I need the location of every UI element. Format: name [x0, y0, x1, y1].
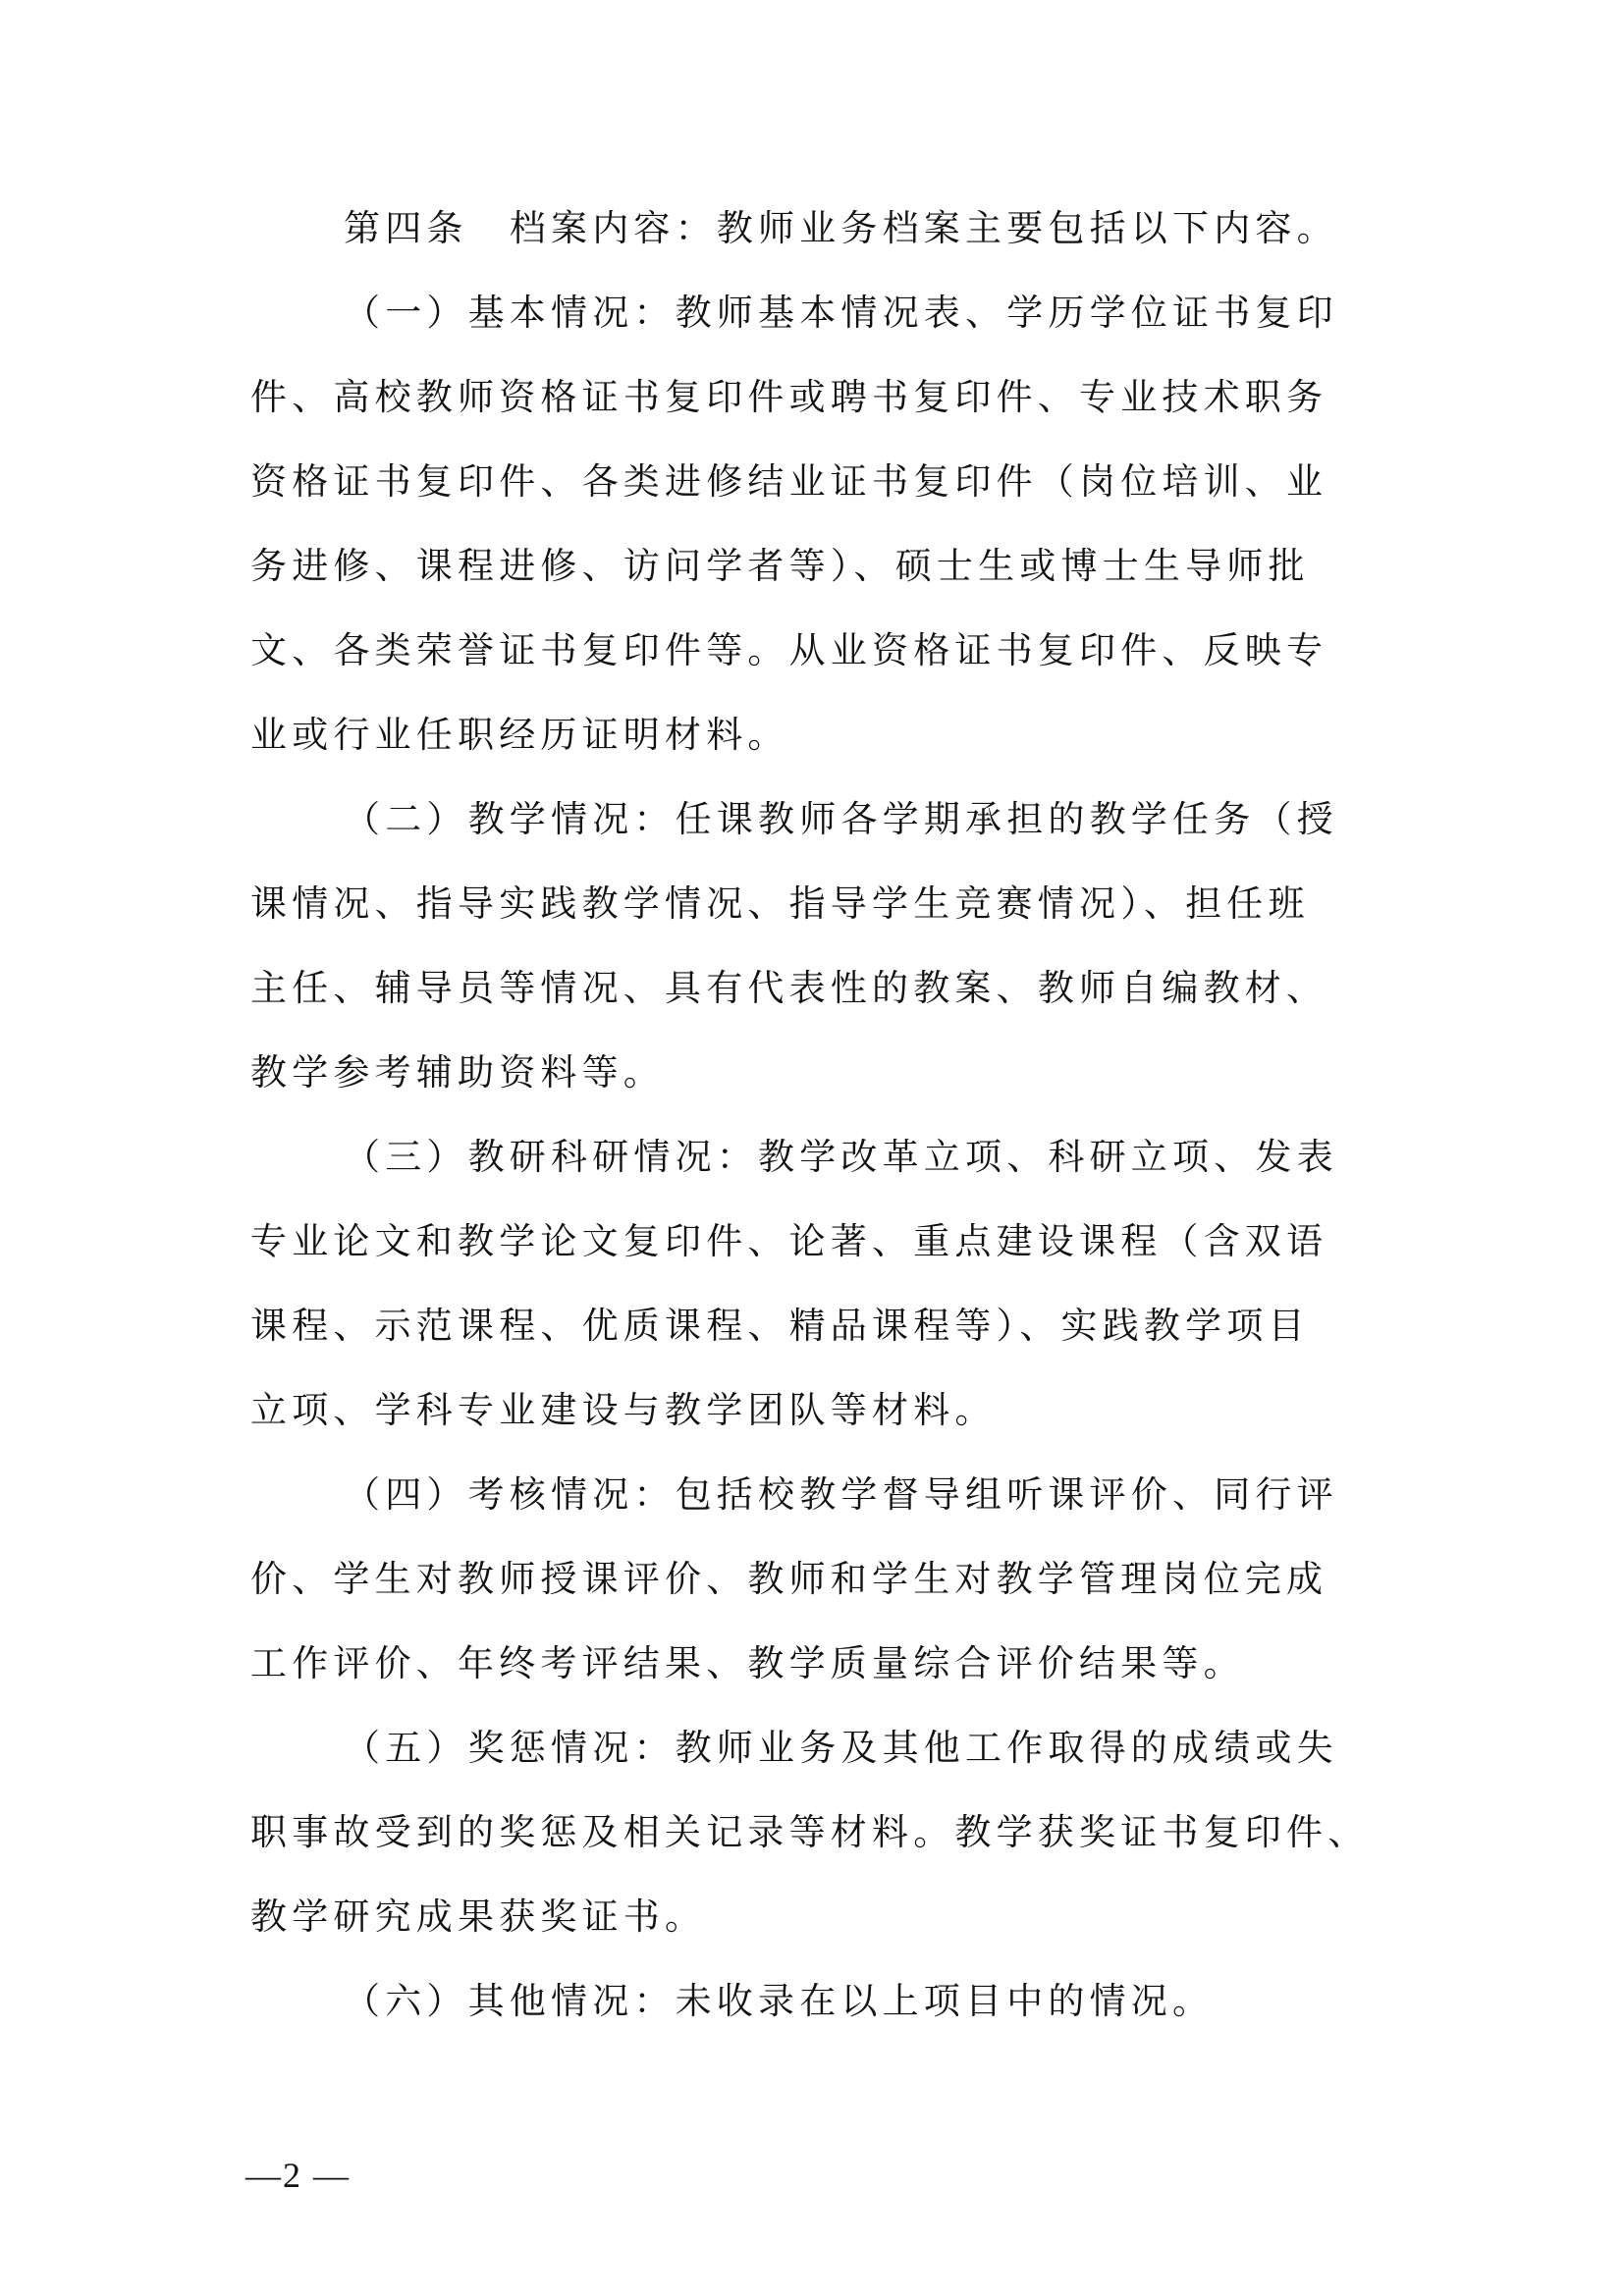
section-1-basic-info: （一）基本情况：教师基本情况表、学历学位证书复印 [344, 292, 1338, 334]
page-number: —2 — [245, 2156, 351, 2195]
text-line: 价、学生对教师授课评价、教师和学生对教学管理岗位完成 [250, 1558, 1328, 1600]
text-line: 资格证书复印件、各类进修结业证书复印件（岗位培训、业 [250, 460, 1328, 503]
section-3-research: （三）教研科研情况：教学改革立项、科研立项、发表 [344, 1136, 1338, 1178]
text-line: 立项、学科专业建设与教学团队等材料。 [250, 1389, 997, 1431]
text-line: 教学参考辅助资料等。 [250, 1051, 665, 1094]
section-2-teaching: （二）教学情况：任课教师各学期承担的教学任务（授 [344, 798, 1338, 840]
text-line: 业或行业任职经历证明材料。 [250, 714, 789, 756]
text-line: 课情况、指导实践教学情况、指导学生竞赛情况）、担任班 [250, 882, 1310, 925]
section-6-other: （六）其他情况：未收录在以上项目中的情况。 [344, 1980, 1215, 2022]
text-line: 课程、示范课程、优质课程、精品课程等）、实践教学项目 [250, 1305, 1310, 1347]
text-line: 职事故受到的奖惩及相关记录等材料。教学获奖证书复印件、 [250, 1811, 1370, 1853]
text-line: 务进修、课程进修、访问学者等）、硕士生或博士生导师批 [250, 545, 1310, 587]
text-line: 文、各类荣誉证书复印件等。从业资格证书复印件、反映专 [250, 629, 1328, 671]
article-4-heading: 第四条 档案内容：教师业务档案主要包括以下内容。 [344, 207, 1338, 249]
text-line: 教学研究成果获奖证书。 [250, 1896, 707, 1938]
text-line: 件、高校教师资格证书复印件或聘书复印件、专业技术职务 [250, 376, 1328, 418]
text-line: 专业论文和教学论文复印件、论著、重点建设课程（含双语 [250, 1220, 1328, 1262]
text-line: 工作评价、年终考评结果、教学质量综合评价结果等。 [250, 1642, 1245, 1684]
section-4-assessment: （四）考核情况：包括校教学督导组听课评价、同行评 [344, 1473, 1338, 1516]
text-line: 主任、辅导员等情况、具有代表性的教案、教师自编教材、 [250, 967, 1328, 1009]
section-5-rewards: （五）奖惩情况：教师业务及其他工作取得的成绩或失 [344, 1727, 1338, 1769]
